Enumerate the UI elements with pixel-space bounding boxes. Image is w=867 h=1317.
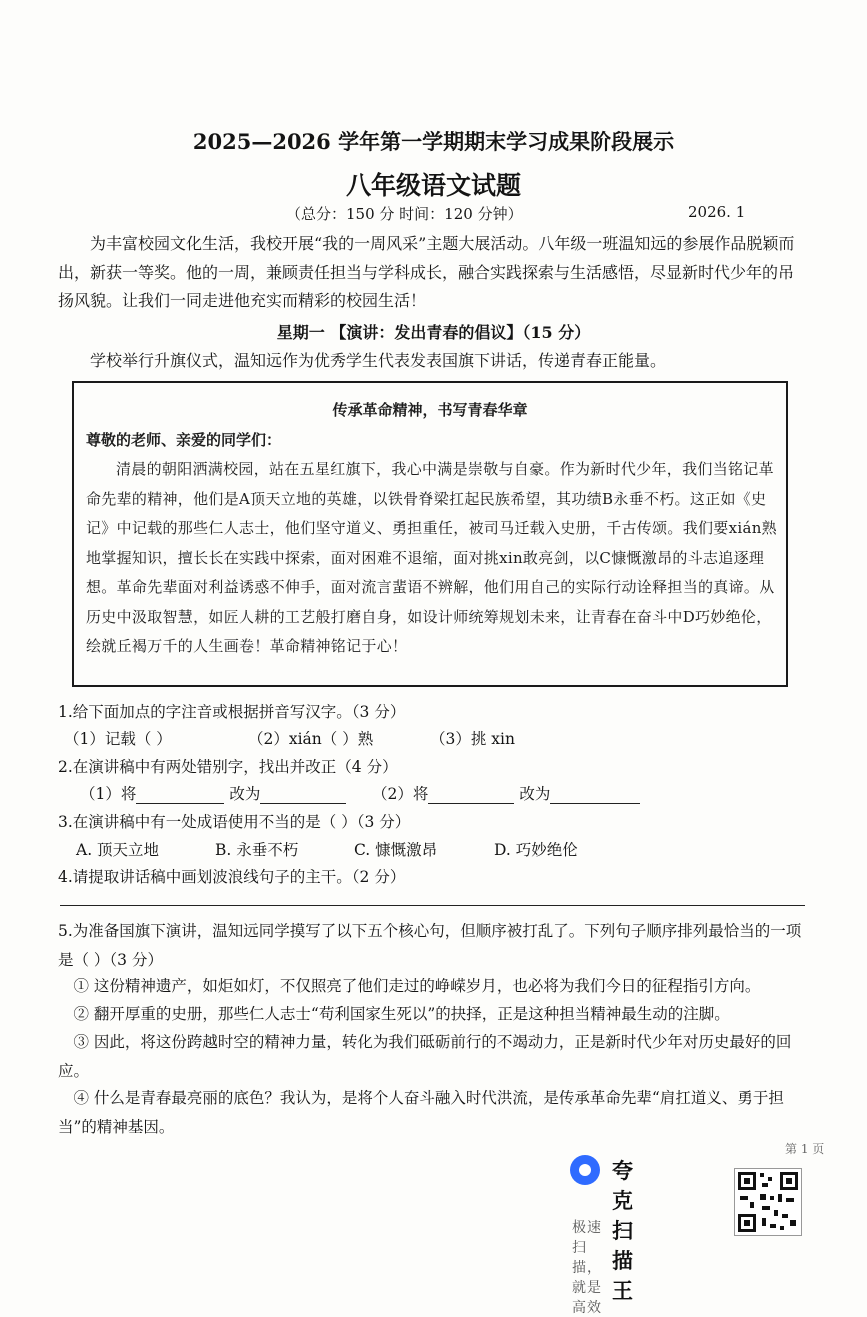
- q5-item-3: ③ 因此，将这份跨越时空的精神力量，转化为我们砥砺前行的不竭动力，正是新时代少年对历史最好的回应。: [58, 1033, 792, 1080]
- q3-option-b: B. 永垂不朽: [215, 841, 299, 859]
- q3-option-a: A. 顶天立地: [76, 841, 160, 859]
- quark-logo-icon: [570, 1155, 600, 1185]
- q2-item-1: [80, 782, 346, 804]
- page-number: 第 1 页: [785, 1142, 825, 1156]
- answer-blank[interactable]: [428, 787, 514, 804]
- answer-blank[interactable]: [550, 787, 640, 804]
- intro-paragraph: 为丰富校园文化生活，我校开展“我的一周风采”主题大展活动。八年级一班温知远的参展作品脱颖而出，新获一等奖。他的一周，兼顾责任担当与学科成长，融合实践探索与生活感悟，尽显新时代少年的吊扬风貌。让我们一同走进他充实而精彩的校园生活！: [58, 234, 795, 310]
- question-2: 2.在演讲稿中有两处错别字，找出并改正（4 分）: [58, 758, 398, 776]
- speech-title: 传承革命精神，书写青春华章: [332, 401, 528, 419]
- speech-body: 清晨的朝阳洒满校园，站在五星红旗下，我心中满是崇敬与自豪。作为新时代少年，我们当铭记革命先辈的精神，他们是A顶天立地的英雄，以铁骨脊梁扛起民族希望，其功绩B永垂不朽。这正如《史记》中记载的那些仁人志士，他们坚守道义、勇担重任，被司马迁载入史册，千古传颂。我们要xián熟地掌握知识，擅长长在实践中探索，面对困难不退缩，面对挑xin敢亮剑，以C慷慨激昂的斗志追逐理想。革命先辈面对利益诱惑不伸手，面对流言蜚语不辨解，他们用自己的实际行动诠释担当的真谛。从历史中汲取智慧，如匠人耕的工艺般打磨自身，如设计师统筹规划未来，让青春在奋斗中D巧妙绝伦，绘就丘褐万千的人生画卷！革命精神铭记于心！: [86, 460, 777, 655]
- speech-greeting: 尊敬的老师、亲爱的同学们：: [86, 431, 282, 449]
- q1-item-3: （3）挑 xin: [430, 730, 515, 748]
- q1-item-2: （2）xián（ ）熟: [248, 730, 374, 748]
- q1-item-1: （1）记载（ ）: [64, 730, 172, 748]
- q2-item-2-label: （2）将: [372, 785, 429, 803]
- exam-date: 2026. 1: [688, 203, 746, 221]
- section-heading: 星期一 【演讲：发出青春的倡议】（15 分）: [276, 323, 591, 342]
- q2-item-1-label: （1）将: [80, 785, 137, 803]
- q3-option-c: C. 慷慨激昂: [354, 841, 438, 859]
- scanner-slogan: 极速扫描，就是高效: [572, 1220, 602, 1316]
- q5-item-2: ② 翻开厚重的史册，那些仁人志士“苟利国家生死以”的抉择，正是这种担当精神最生动的注脚。: [73, 1005, 730, 1023]
- answer-blank[interactable]: [260, 787, 346, 804]
- qr-code-icon: [734, 1168, 802, 1236]
- question-3: 3.在演讲稿中有一处成语使用不当的是（ ）（3 分）: [58, 813, 411, 831]
- answer-line[interactable]: [60, 905, 805, 906]
- speech-box: [72, 381, 788, 687]
- q2-item-1-change: 改为: [229, 785, 261, 803]
- exam-subtitle: 八年级语文试题: [345, 171, 521, 200]
- question-4: 4.请提取讲话稿中画划波浪线句子的主干。（2 分）: [58, 868, 406, 886]
- q3-option-d: D. 巧妙绝伦: [494, 841, 578, 859]
- q5-item-1: ① 这份精神遗产，如炬如灯，不仅照亮了他们走过的峥嵘岁月，也必将为我们今日的征程指引方向。: [73, 977, 761, 995]
- section-context: 学校举行升旗仪式，温知远作为优秀学生代表发表国旗下讲话，传递青春正能量。: [90, 351, 667, 370]
- score-time: （总分：150 分 时间：120 分钟）: [286, 205, 523, 223]
- question-1: 1.给下面加点的字注音或根据拼音写汉字。（3 分）: [58, 703, 406, 721]
- question-5: 5.为准备国旗下演讲，温知远同学摸写了以下五个核心句，但顺序被打乱了。下列句子顺序排列最恰当的一项是（ ）（3 分）: [58, 922, 802, 969]
- exam-title: 2025—2026 学年第一学期期末学习成果阶段展示: [192, 129, 675, 154]
- q2-item-2-change: 改为: [519, 785, 551, 803]
- answer-blank[interactable]: [136, 787, 224, 804]
- q5-item-4: ④ 什么是青春最亮丽的底色？我认为，是将个人奋斗融入时代洪流，是传承革命先辈“肩扛道义、勇于担当”的精神基因。: [58, 1089, 784, 1136]
- q2-item-2: [372, 782, 640, 804]
- scanner-brand: 夸克扫描王: [612, 1159, 633, 1303]
